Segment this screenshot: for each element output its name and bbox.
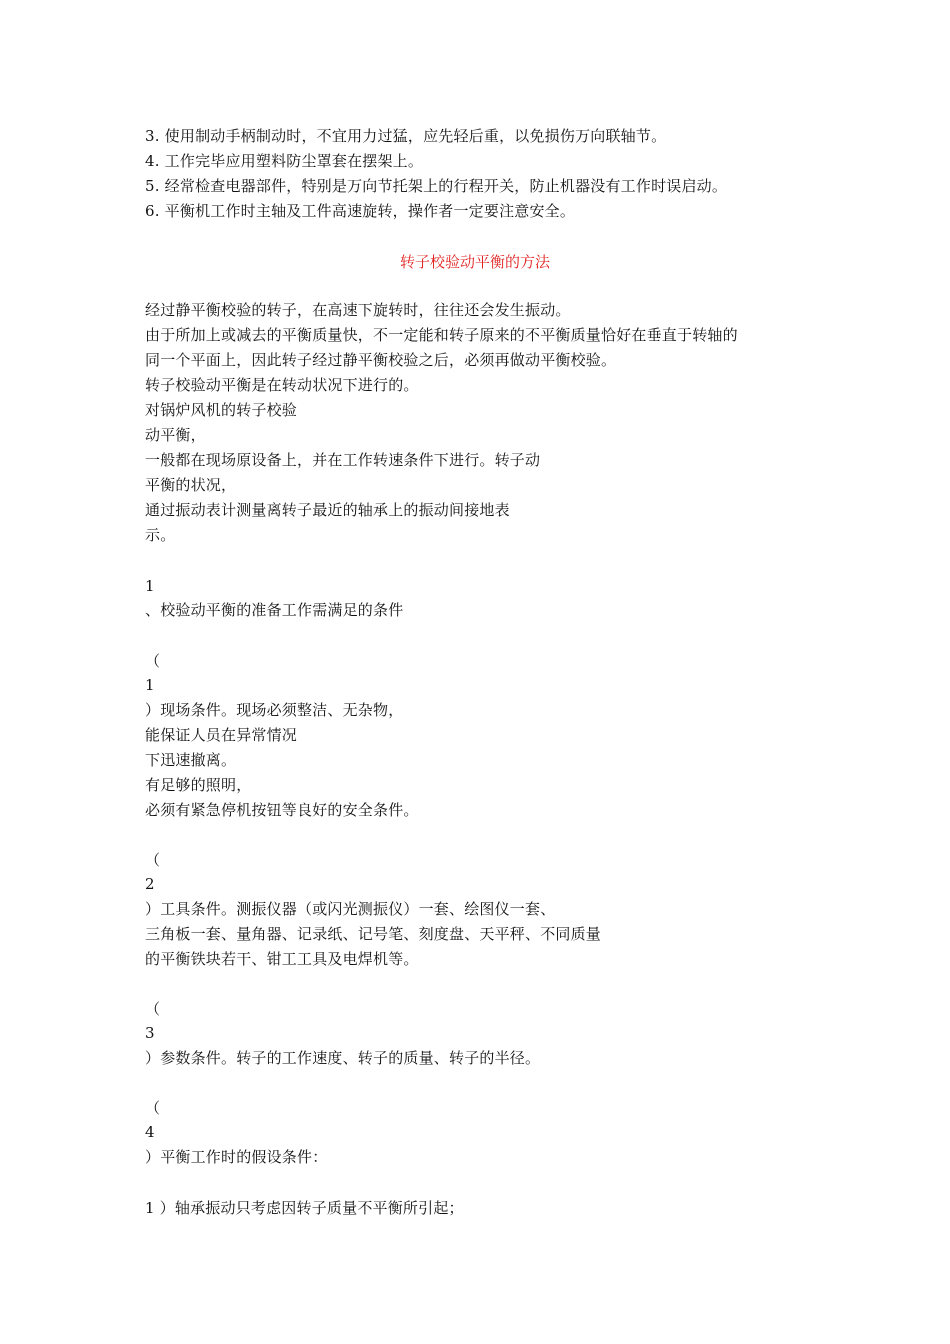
condition-4-number: 4 (145, 1123, 155, 1141)
condition-2-line: 三角板一套、量角器、记录纸、记号笔、刻度盘、天平秤、不同质量 (145, 925, 602, 943)
intro-line: 转子校验动平衡是在转动状况下进行的。 (145, 376, 419, 394)
condition-3-line: ）参数条件。转子的工作速度、转子的质量、转子的半径。 (145, 1049, 541, 1067)
condition-1-paren: （ (145, 652, 161, 670)
intro-line: 通过振动表计测量离转子最近的轴承上的振动间接地表 (145, 501, 510, 519)
condition-1-line: 下迅速撤离。 (145, 751, 237, 769)
intro-line: 对锅炉风机的转子校验 (145, 401, 298, 419)
condition-4-line: ）平衡工作时的假设条件： (145, 1148, 328, 1166)
condition-1-line: 能保证人员在异常情况 (145, 726, 298, 744)
safety-note-4: 4. 工作完毕应用塑料防尘罩套在摆架上。 (145, 152, 424, 170)
condition-2-number: 2 (145, 875, 155, 893)
condition-1-line: 必须有紧急停机按钮等良好的安全条件。 (145, 801, 419, 819)
condition-2-line: ）工具条件。测振仪器（或闪光测振仪）一套、绘图仪一套、 (145, 900, 556, 918)
intro-line: 示。 (145, 526, 176, 544)
heading-1-text: 、校验动平衡的准备工作需满足的条件 (145, 601, 404, 619)
condition-3-paren: （ (145, 1000, 161, 1018)
safety-note-5: 5. 经常检查电器部件，特别是万向节托架上的行程开关，防止机器没有工作时误启动。 (145, 177, 728, 195)
condition-1-line: 有足够的照明， (145, 776, 252, 794)
intro-line: 同一个平面上，因此转子经过静平衡校验之后，必须再做动平衡校验。 (145, 351, 617, 369)
safety-note-3: 3. 使用制动手柄制动时，不宜用力过猛，应先轻后重，以免损伤万向联轴节。 (145, 127, 667, 145)
condition-1-line: ）现场条件。现场必须整洁、无杂物， (145, 701, 404, 719)
intro-line: 平衡的状况， (145, 476, 237, 494)
condition-3-number: 3 (145, 1024, 155, 1042)
heading-1-number: 1 (145, 577, 155, 595)
condition-2-line: 的平衡铁块若干、钳工工具及电焊机等。 (145, 950, 419, 968)
condition-2-paren: （ (145, 851, 161, 869)
section-title: 转子校验动平衡的方法 (399, 253, 550, 271)
condition-1-number: 1 (145, 676, 155, 694)
intro-line: 由于所加上或减去的平衡质量快，不一定能和转子原来的不平衡质量恰好在垂直于转轴的 (145, 326, 738, 344)
assumption-1: 1 ）轴承振动只考虑因转子质量不平衡所引起； (145, 1199, 464, 1217)
condition-4-paren: （ (145, 1099, 161, 1117)
intro-line: 动平衡， (145, 426, 206, 444)
safety-note-6: 6. 平衡机工作时主轴及工件高速旋转，操作者一定要注意安全。 (145, 202, 576, 220)
intro-line: 经过静平衡校验的转子，在高速下旋转时，往往还会发生振动。 (145, 301, 571, 319)
intro-line: 一般都在现场原设备上，并在工作转速条件下进行。转子动 (145, 451, 541, 469)
